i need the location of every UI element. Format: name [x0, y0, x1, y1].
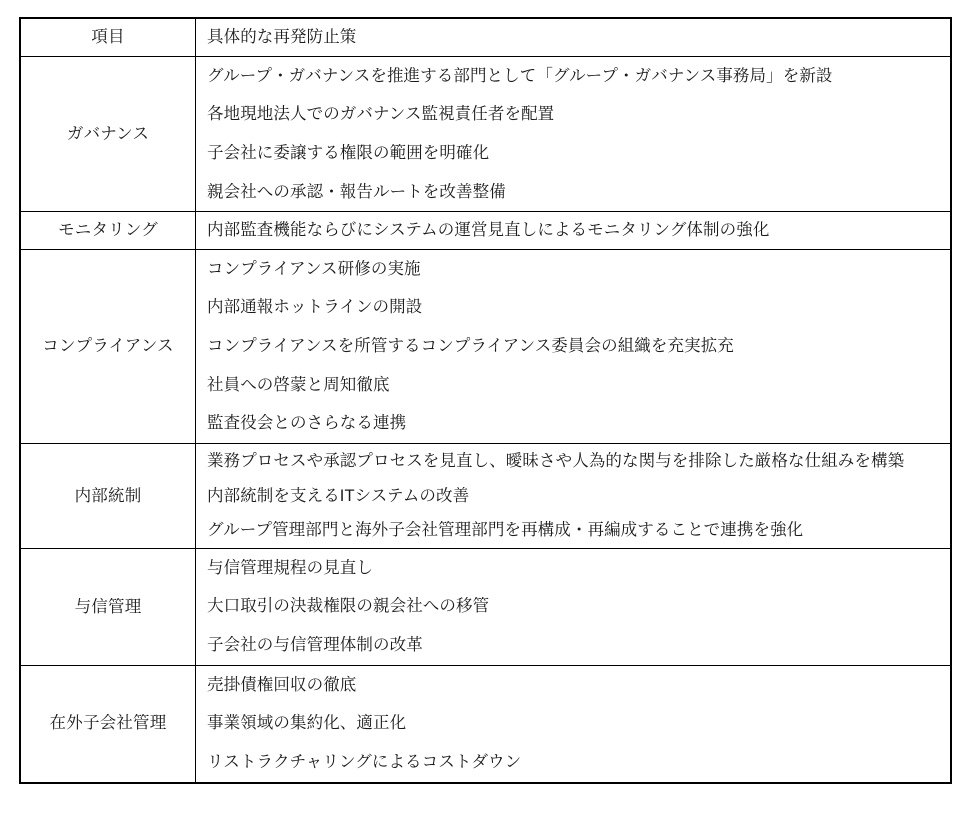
row-measures-governance	[196, 56, 952, 212]
list-item: 内部監査機能ならびにシステムの運営見直しによるモニタリング体制の強化	[207, 221, 770, 240]
row-measures-compliance	[196, 249, 952, 443]
list-item: 内部統制を支えるITシステムの改善	[207, 486, 470, 505]
list-item: 大口取引の決裁権限の親会社への移管	[207, 597, 490, 616]
list-item: 子会社に委譲する権限の範囲を明確化	[207, 143, 490, 162]
list-item: 各地現地法人でのガバナンス監視責任者を配置	[207, 105, 555, 124]
row-category-compliance: コンプライアンス	[20, 249, 196, 443]
list-item: リストラクチャリングによるコストダウン	[207, 752, 522, 771]
item-list	[196, 549, 950, 665]
row-measures-overseas-subsidiary-management	[196, 665, 952, 782]
table-body	[20, 18, 951, 783]
table-row	[20, 249, 951, 443]
list-item: 業務プロセスや承認プロセスを見直し、曖昧さや人為的な関与を排除した厳格な仕組みを構築	[207, 451, 905, 470]
item-list	[196, 250, 950, 443]
row-measures-credit-management	[196, 548, 952, 665]
item-list	[196, 57, 950, 212]
table-header-row	[20, 18, 951, 56]
list-item: 子会社の与信管理体制の改革	[207, 636, 423, 654]
table-row	[20, 548, 951, 665]
list-item: グループ・ガバナンスを推進する部門として「グループ・ガバナンス事務局」を新設	[207, 66, 833, 85]
item-list	[196, 19, 950, 56]
item-list	[196, 212, 950, 249]
row-measures-monitoring	[196, 212, 952, 250]
row-measures-internal-control	[196, 443, 952, 548]
header-cell-measures	[196, 18, 952, 56]
list-item: 事業領域の集約化、適正化	[207, 714, 407, 733]
row-category-internal-control: 内部統制	[20, 443, 196, 548]
list-item: コンプライアンス研修の実施	[207, 259, 421, 278]
row-category-governance: ガバナンス	[20, 56, 196, 212]
list-item: 内部通報ホットラインの開設	[207, 298, 423, 317]
row-category-monitoring: モニタリング	[20, 212, 196, 250]
header-cell-category: 項目	[20, 18, 196, 56]
list-item: 監査役会とのさらなる連携	[207, 414, 407, 433]
item-list	[196, 666, 950, 782]
list-item: コンプライアンスを所管するコンプライアンス委員会の組織を充実拡充	[207, 337, 734, 355]
header-measures-label: 具体的な再発防止策	[207, 28, 357, 46]
recurrence-prevention-measures-table	[19, 17, 952, 784]
list-item: 社員への啓蒙と周知徹底	[207, 375, 390, 394]
table-row	[20, 443, 951, 548]
item-list	[196, 444, 950, 548]
table-row	[20, 212, 951, 250]
list-item: 売掛債権回収の徹底	[207, 675, 357, 694]
list-item: グループ管理部門と海外子会社管理部門を再構成・再編成することで連携を強化	[207, 521, 804, 540]
row-category-credit-management: 与信管理	[20, 548, 196, 665]
table-row	[20, 56, 951, 212]
table-row	[20, 665, 951, 782]
row-category-overseas-subsidiary-management: 在外子会社管理	[20, 665, 196, 782]
list-item: 与信管理規程の見直し	[207, 558, 373, 577]
list-item: 親会社への承認・報告ルートを改善整備	[207, 182, 506, 201]
